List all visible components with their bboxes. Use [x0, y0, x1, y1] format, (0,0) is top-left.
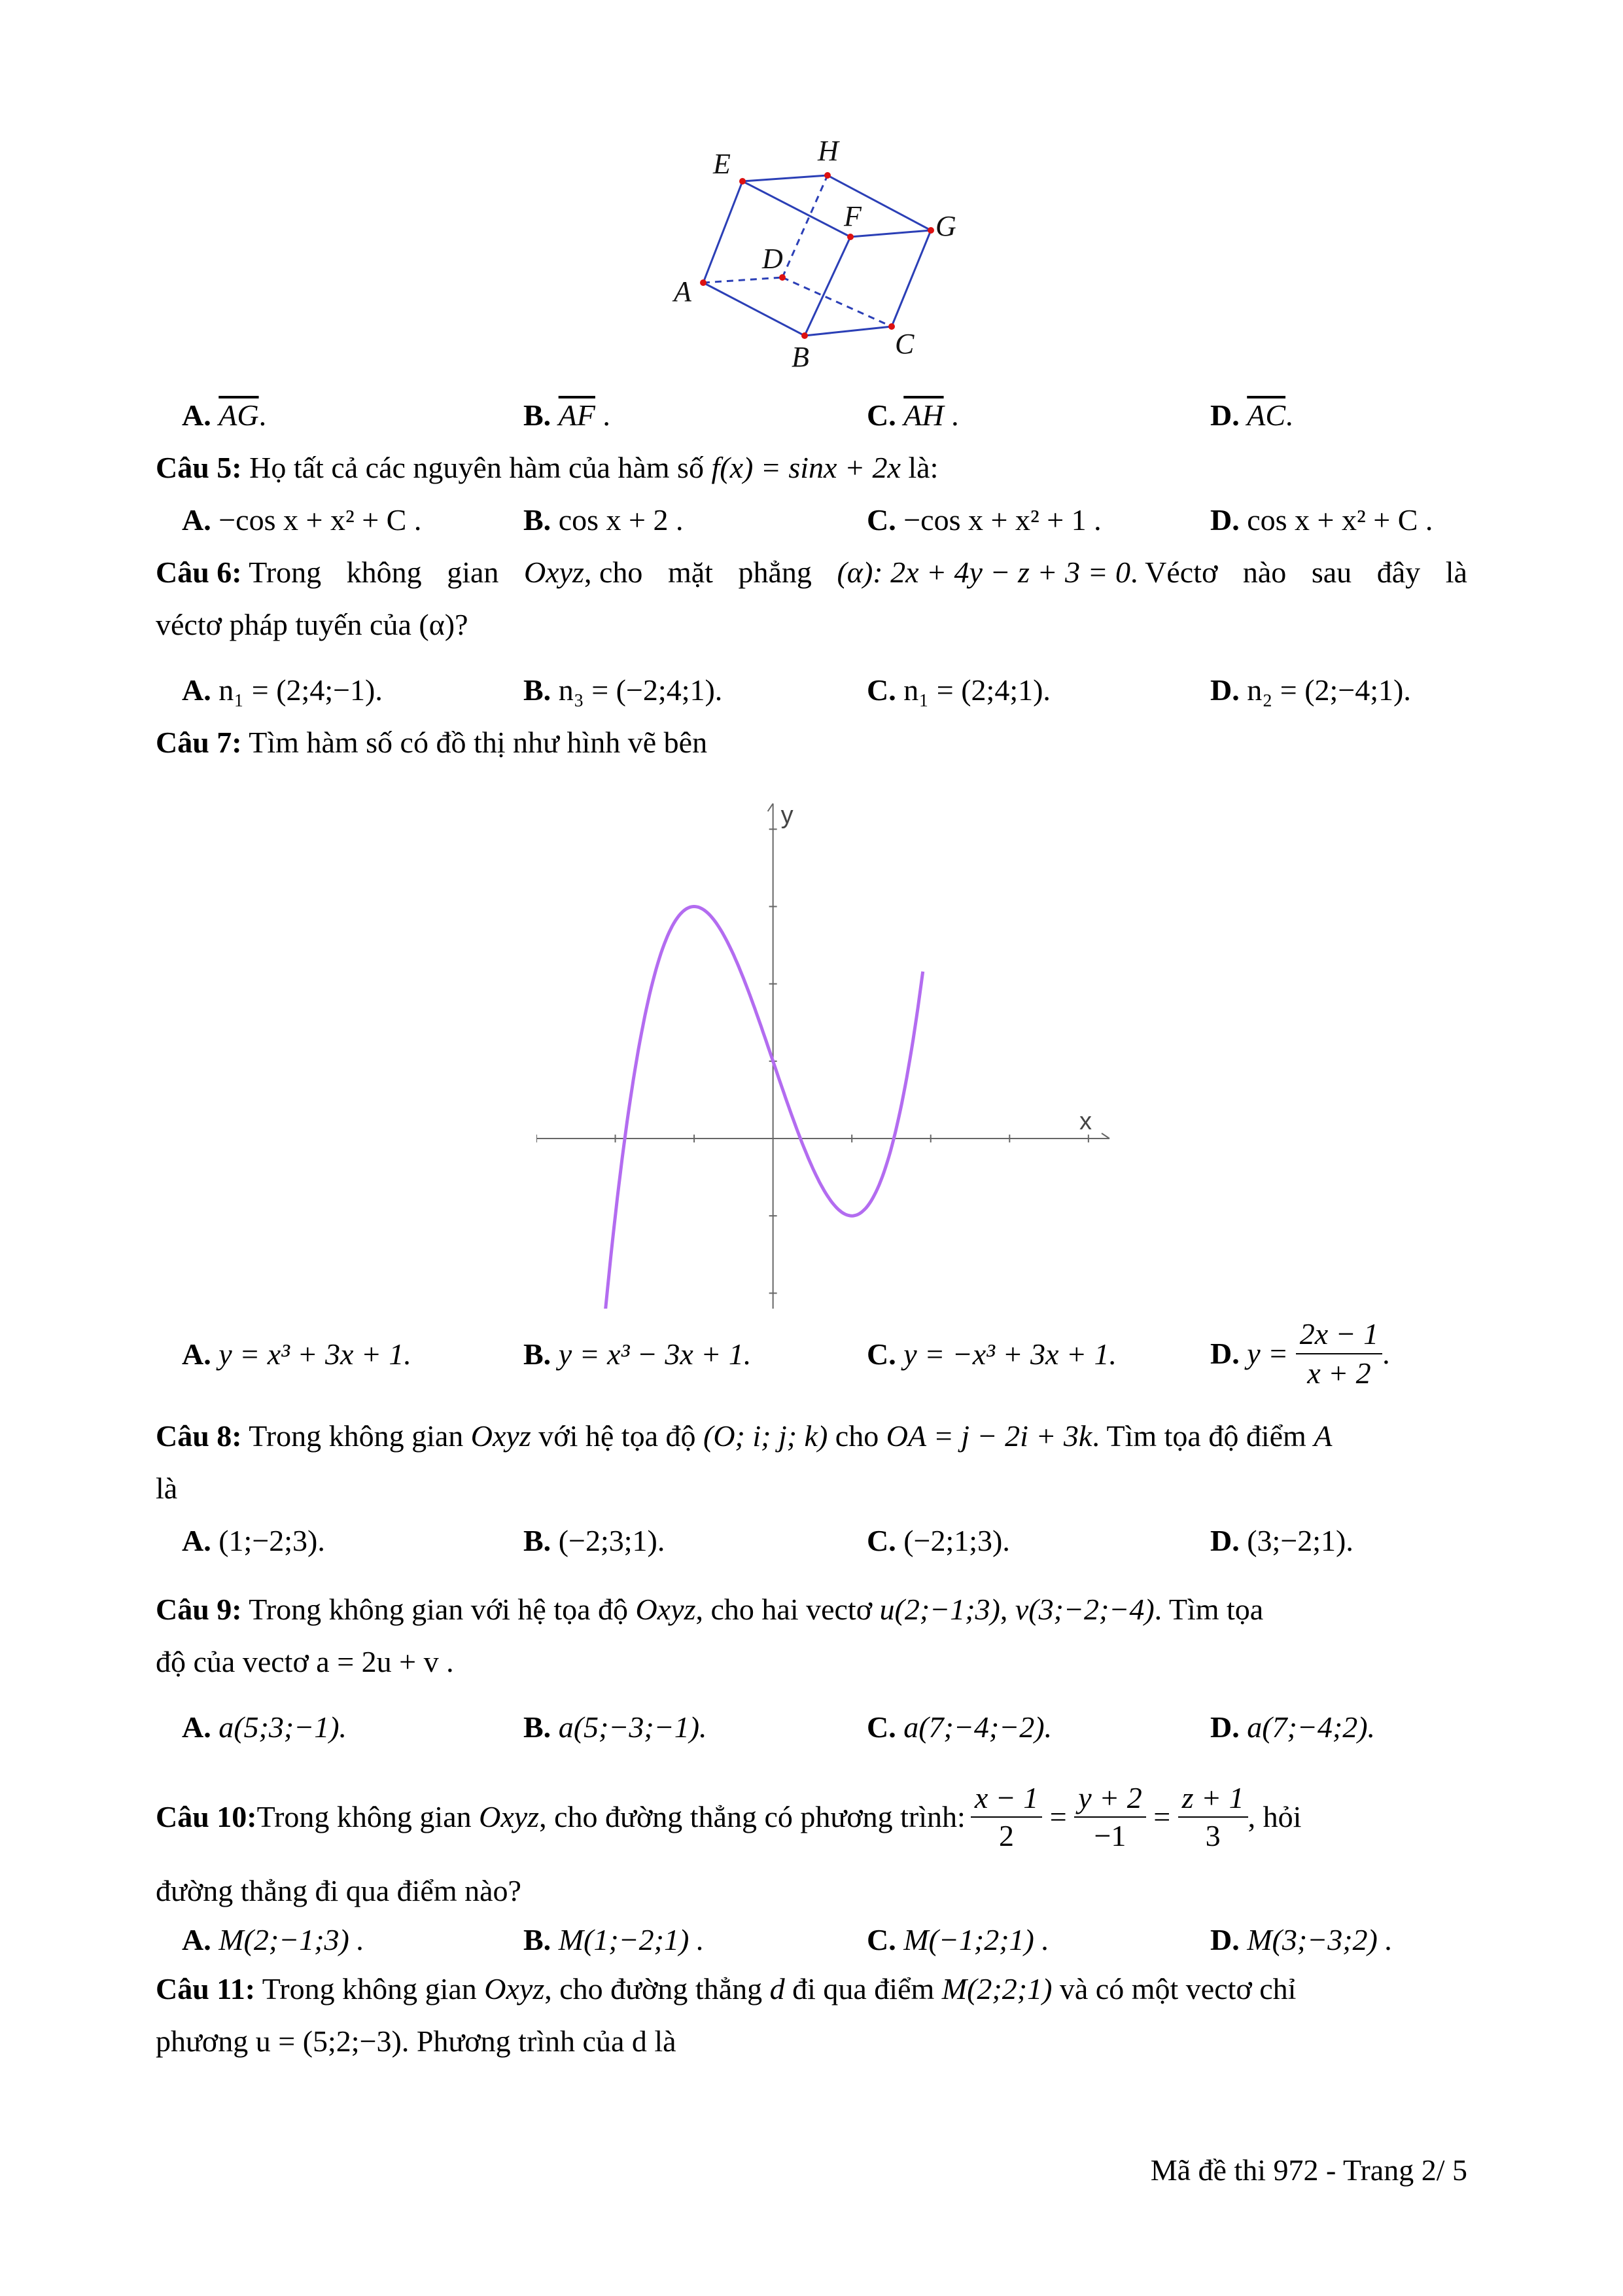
- q10-option-b: B. M(1;−2;1) .: [523, 1923, 705, 1956]
- q7-d-numerator: 2x − 1: [1296, 1315, 1382, 1354]
- q9-stem: Câu 9: Trong không gian với hệ tọa độ Oxyz, cho hai vectơ u(2;−1;3), v(3;−2;−4). Tìm tọa: [156, 1593, 1264, 1626]
- q6-stem-line2: véctơ pháp tuyến của (α)?: [156, 608, 468, 641]
- vertex-label-a: A: [674, 275, 691, 308]
- q6-option-a: A. n₁ = (2;4;−1).: [182, 673, 383, 707]
- q5-option-b: B. cos x + 2 .: [523, 503, 684, 537]
- q10-frac2-num: y + 2: [1074, 1780, 1145, 1818]
- q9-option-c: C. a(7;−4;−2).: [867, 1710, 1053, 1744]
- q9-option-d: D. a(7;−4;2).: [1210, 1710, 1376, 1744]
- q7-option-d: D. y = $\frac{2x - 1}{x + 2}$ .: [1210, 1315, 1390, 1392]
- q4-option-d: D. $\overline{AC}$.: [1210, 398, 1293, 432]
- q10-option-d: D. M(3;−3;2) .: [1210, 1923, 1393, 1956]
- q7-option-b: B. y = x³ − 3x + 1.: [523, 1337, 752, 1371]
- q9-option-a: A. a(5;3;−1).: [182, 1710, 347, 1744]
- q5-option-c: C. −cos x + x² + 1 .: [867, 503, 1102, 537]
- q5-stem: Câu 5: Họ tất cả các nguyên hàm của hàm số f(x) = sinx + 2x là:: [156, 451, 939, 484]
- q7-option-c: C. y = −x³ + 3x + 1.: [867, 1337, 1117, 1371]
- q8-stem: Câu 8: Trong không gian Oxyz với hệ tọa độ (O; i; j; k) cho OA = j − 2i + 3k. Tìm tọa độ điểm A: [156, 1419, 1333, 1453]
- axis-label-y: y: [780, 802, 794, 829]
- q9-option-b: B. a(5;−3;−1).: [523, 1710, 707, 1744]
- q7-option-a: A. y = x³ + 3x + 1.: [182, 1337, 411, 1371]
- q7-stem: Câu 7: Tìm hàm số có đồ thị như hình vẽ bên: [156, 726, 708, 759]
- axis-label-x: x: [1079, 1108, 1092, 1135]
- q5-option-d: D. cos x + x² + C .: [1210, 503, 1433, 537]
- q6-option-d: D. n₂ = (2;−4;1).: [1210, 673, 1411, 707]
- q10-stem: Câu 10: Trong không gian Oxyz , cho đường thẳng có phương trình: $\frac{x - 1}{2}$ = $\frac{y + 2}{-1}$ = $\frac{z + 1}{3}$ , hỏi: [156, 1780, 1301, 1854]
- q10-frac3-num: z + 1: [1178, 1780, 1248, 1818]
- vertex-label-b: B: [792, 341, 809, 373]
- vertex-label-c: C: [895, 328, 915, 360]
- q8-option-b: B. (−2;3;1).: [523, 1524, 665, 1557]
- q10-frac2-den: −1: [1094, 1819, 1126, 1852]
- cube-figure: [654, 131, 994, 380]
- q4-option-a: A. $\overline{AG}$.: [182, 398, 267, 432]
- vertex-label-e: E: [713, 148, 731, 180]
- q8-option-c: C. (−2;1;3).: [867, 1524, 1010, 1557]
- q6-option-b: B. n₃ = (−2;4;1).: [523, 673, 723, 707]
- q6-stem: Câu 6: Trong không gian Oxyz, cho mặt phẳng (α): 2x + 4y − z + 3 = 0. Véctơ nào sau đây là: [156, 556, 1467, 589]
- vertex-label-d: D: [762, 243, 783, 275]
- q10-frac1-num: x − 1: [971, 1780, 1042, 1818]
- q8-option-d: D. (3;−2;1).: [1210, 1524, 1353, 1557]
- q7-d-denominator: x + 2: [1307, 1356, 1371, 1390]
- q10-stem-line2: đường thẳng đi qua điểm nào?: [156, 1874, 521, 1907]
- q8-stem-line2: là: [156, 1472, 178, 1505]
- q4-option-b: B. $\overline{AF}$ .: [523, 398, 610, 432]
- vertex-label-h: H: [818, 135, 839, 167]
- page-footer: Mã đề thi 972 - Trang 2/ 5: [1150, 2153, 1467, 2187]
- q10-frac3-den: 3: [1205, 1819, 1221, 1852]
- vertex-label-g: G: [935, 210, 956, 242]
- q5-option-a: A. −cos x + x² + C .: [182, 503, 422, 537]
- q10-frac1-den: 2: [999, 1819, 1015, 1852]
- vertex-label-f: F: [844, 200, 862, 232]
- y-axis-arrow: [768, 804, 773, 811]
- q8-option-a: A. (1;−2;3).: [182, 1524, 325, 1557]
- x-axis-arrow: [1102, 1133, 1109, 1139]
- graph-curve: [599, 907, 922, 1309]
- cubic-graph: [536, 798, 1112, 1309]
- q9-stem-line2: độ của vectơ a = 2u + v .: [156, 1645, 454, 1678]
- q6-option-c: C. n₁ = (2;4;1).: [867, 673, 1051, 707]
- q4-option-c: C. $\overline{AH}$ .: [867, 398, 959, 432]
- q10-option-a: A. M(2;−1;3) .: [182, 1923, 364, 1956]
- q11-stem: Câu 11: Trong không gian Oxyz, cho đường thẳng d đi qua điểm M(2;2;1) và có một vectơ chỉ: [156, 1972, 1297, 2005]
- q10-option-c: C. M(−1;2;1) .: [867, 1923, 1049, 1956]
- q11-stem-line2: phương u = (5;2;−3). Phương trình của d là: [156, 2024, 676, 2058]
